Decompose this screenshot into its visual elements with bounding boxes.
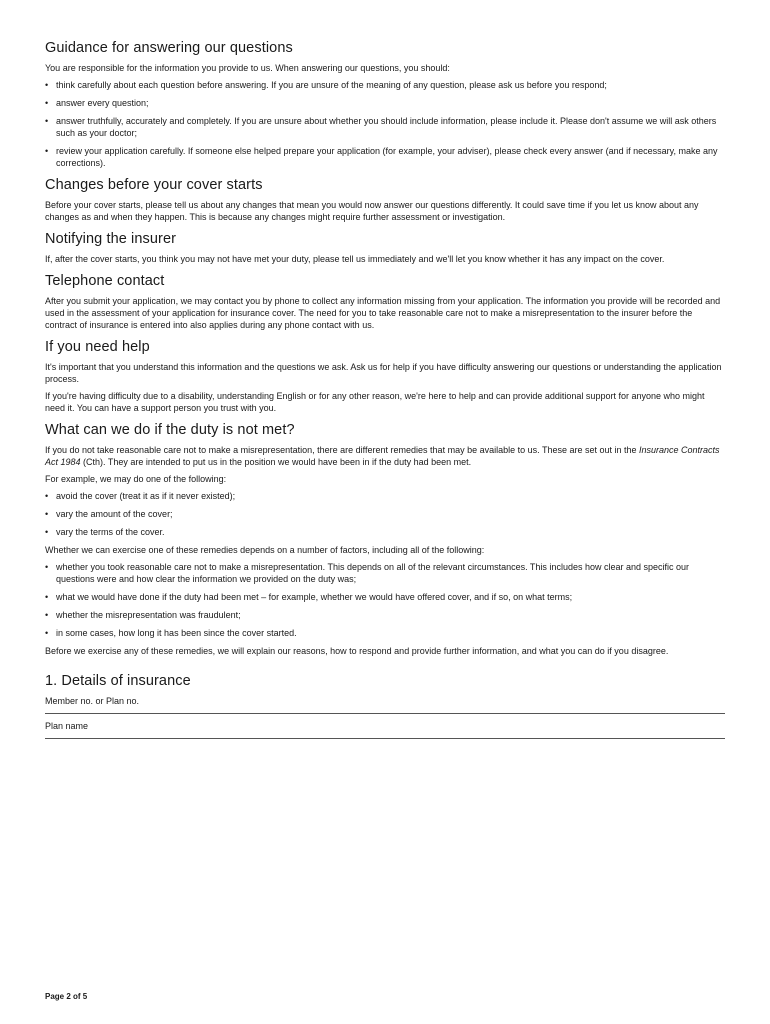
notifying-section xyxy=(45,231,725,265)
changes-section xyxy=(45,177,725,223)
list-item: • avoid the cover (treat it as if it never existed); xyxy=(45,490,725,502)
list-item: • what we would have done if the duty had been met – for example, whether we would have offered cover, and if so, on what terms; xyxy=(45,591,725,603)
guidance-list xyxy=(45,79,725,169)
plan-name-line[interactable] xyxy=(45,738,725,739)
duty-title: What can we do if the duty is not met? xyxy=(45,422,295,438)
duty-text-1-post: (Cth). They are intended to put us in the position we would have been in if the duty had been met. xyxy=(80,457,472,467)
list-item: • review your application carefully. If someone else helped prepare your application (for example, your adviser), please check every answer (and if necessary, make any corrections). xyxy=(45,145,725,169)
duty-text-3: Whether we can exercise one of these remedies depends on a number of factors, including all of the following: xyxy=(45,545,485,555)
list-item: • whether the misrepresentation was fraudulent; xyxy=(45,609,725,621)
list-item: • answer truthfully, accurately and completely. If you are unsure about whether you should include information, please include it. Please don't assume we will ask others such as your doctor; xyxy=(45,115,725,139)
help-text-2: If you're having difficulty due to a disability, understanding English or for any other reason, we're here to help and can provide additional support for anyone who might need it. You can have a support person you trust with you. xyxy=(45,391,705,413)
member-number-line[interactable] xyxy=(45,713,725,714)
guidance-intro: You are responsible for the information you provide to us. When answering our questions, you should: xyxy=(45,63,450,73)
guidance-section xyxy=(45,40,725,169)
list-item: • vary the terms of the cover. xyxy=(45,526,725,538)
details-title: 1. Details of insurance xyxy=(45,673,191,689)
changes-title: Changes before your cover starts xyxy=(45,177,263,193)
factors-list xyxy=(45,561,725,639)
duty-text-1 xyxy=(45,444,725,468)
duty-text-2: For example, we may do one of the following: xyxy=(45,474,227,484)
duty-text-1-pre: If you do not take reasonable care not to make a misrepresentation, there are different remedies that may be available to us. These are set out in the xyxy=(45,445,640,455)
help-section xyxy=(45,339,725,414)
member-number-label: Member no. or Plan no. xyxy=(45,696,140,706)
help-text-1: It's important that you understand this information and the questions we ask. Ask us for help if you have difficulty answering our questions or understanding the application process. xyxy=(45,362,722,384)
list-item: • vary the amount of the cover; xyxy=(45,508,725,520)
act-name: Insurance Contracts Act 1984 xyxy=(45,445,720,467)
help-title: If you need help xyxy=(45,339,150,355)
telephone-text: After you submit your application, we may contact you by phone to collect any information missing from your application. The information you provide will be recorded and used in the assessment of your application for insurance cover. The need for you to take reasonable care not to make a misrepresentation to the insurer before the contract of insurance is entered into also applies during any phone contact with us. xyxy=(45,296,721,330)
remedies-list xyxy=(45,490,725,538)
telephone-title: Telephone contact xyxy=(45,273,165,289)
duty-text-4: Before we exercise any of these remedies, we will explain our reasons, how to respond and provide further information, and what you can do if you disagree. xyxy=(45,646,669,656)
notifying-text: If, after the cover starts, you think you may not have met your duty, please tell us immediately and we'll let you know whether it has any impact on the cover. xyxy=(45,254,665,264)
details-section xyxy=(45,673,725,739)
page-number: Page 2 of 5 xyxy=(45,992,88,1001)
notifying-title: Notifying the insurer xyxy=(45,231,177,247)
list-item: • answer every question; xyxy=(45,97,725,109)
guidance-title: Guidance for answering our questions xyxy=(45,40,293,56)
plan-name-field[interactable] xyxy=(45,720,725,739)
changes-text: Before your cover starts, please tell us about any changes that mean you would now answer our questions differently. It could save time if you let us know about any changes as and when they happen. This is because any changes might require further assessment or investigation. xyxy=(45,200,699,222)
list-item: • think carefully about each question before answering. If you are unsure of the meaning of any question, please ask us before you respond; xyxy=(45,79,725,91)
duty-section xyxy=(45,422,725,657)
list-item: • whether you took reasonable care not to make a misrepresentation. This depends on all of the relevant circumstances. This includes how clear and specific our questions were and how clear the information we provided on the duty was; xyxy=(45,561,725,585)
plan-name-label: Plan name xyxy=(45,721,89,731)
document-page xyxy=(45,40,725,747)
member-number-field[interactable] xyxy=(45,695,725,714)
telephone-section xyxy=(45,273,725,331)
list-item: • in some cases, how long it has been since the cover started. xyxy=(45,627,725,639)
